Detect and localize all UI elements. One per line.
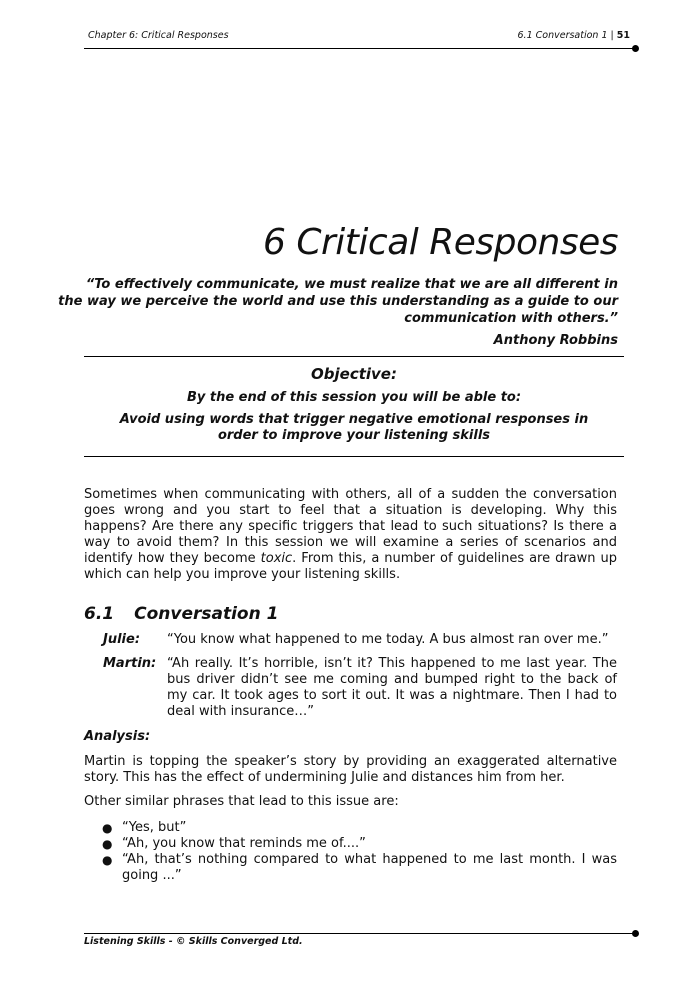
running-header-section-label: 6.1 Conversation 1 | [517,30,617,41]
running-header-section [518,30,630,41]
intro-emphasis: toxic [260,551,293,566]
list-item-text: “Yes, but” [122,820,187,835]
chapter-title: 6 Critical Responses [263,222,618,263]
header-rule [84,48,635,49]
section-title: Conversation 1 [134,604,279,624]
page-footer: Listening Skills - © Skills Converged Ltd. [84,936,303,947]
running-header-chapter: Chapter 6: Critical Responses [88,30,229,41]
analysis-text: Martin is topping the speaker’s story by providing an exaggerated alternative story. This has the effect of undermining Julie and distances him from her. [84,754,617,785]
list-item-text: “Ah, that’s nothing compared to what happened to me last month. I was going ...” [122,852,617,883]
epigraph-author: Anthony Robbins [493,333,618,348]
similar-phrases-intro: Other similar phrases that lead to this issue are: [84,794,399,809]
epigraph-quote: “To effectively communicate, we must realize that we are all different in the way we perceive the world and use this understanding as a guide to our communication with others.” [58,277,618,326]
list-item [102,852,617,884]
dialogue-line-martin [103,656,617,720]
dialogue-line-julie [103,632,617,648]
similar-phrases-list [102,820,617,884]
list-item-text: “Ah, you know that reminds me of....” [122,836,366,851]
speaker-line: “Ah really. It’s horrible, isn’t it? This happened to me last year. The bus driver didn’t see me coming and bumped right to the back of my car. It took ages to sort it out. It was a nightmare. Then I had to deal with insurance…” [167,656,617,719]
bullet-icon: ● [102,853,113,867]
objective-intro: By the end of this session you will be able to: [186,390,522,405]
intro-text-after: . From this, a number of guidelines are drawn up which can help you improve your listening skills. [84,551,617,582]
running-header [88,30,630,41]
header-rule-dot [632,45,639,52]
objective-box [84,356,624,457]
speaker-name: Martin: [103,656,157,671]
intro-text-before: Sometimes when communicating with others, all of a sudden the conversation goes wrong and you start to feel that a situation is developing. Why this happens? Are there any specific triggers that lead to such situations? Is there a way to avoid them? In this session we will examine a series of scenarios and identify how they become [84,487,617,566]
page-number: 51 [616,30,630,41]
list-item [102,836,617,852]
section-heading [84,604,278,624]
analysis-label: Analysis: [84,729,151,744]
list-item [102,820,617,836]
footer-rule-dot [632,930,639,937]
section-number: 6.1 [84,604,115,624]
bullet-icon: ● [102,837,113,851]
objective-goal: Avoid using words that trigger negative emotional responses in order to improve your listening skills [119,412,589,443]
speaker-line: “You know what happened to me today. A bus almost ran over me.” [167,632,609,647]
footer-rule [84,933,635,934]
speaker-name: Julie: [103,632,141,647]
bullet-icon: ● [102,821,113,835]
objective-title: Objective: [311,365,397,383]
intro-paragraph [84,487,617,583]
